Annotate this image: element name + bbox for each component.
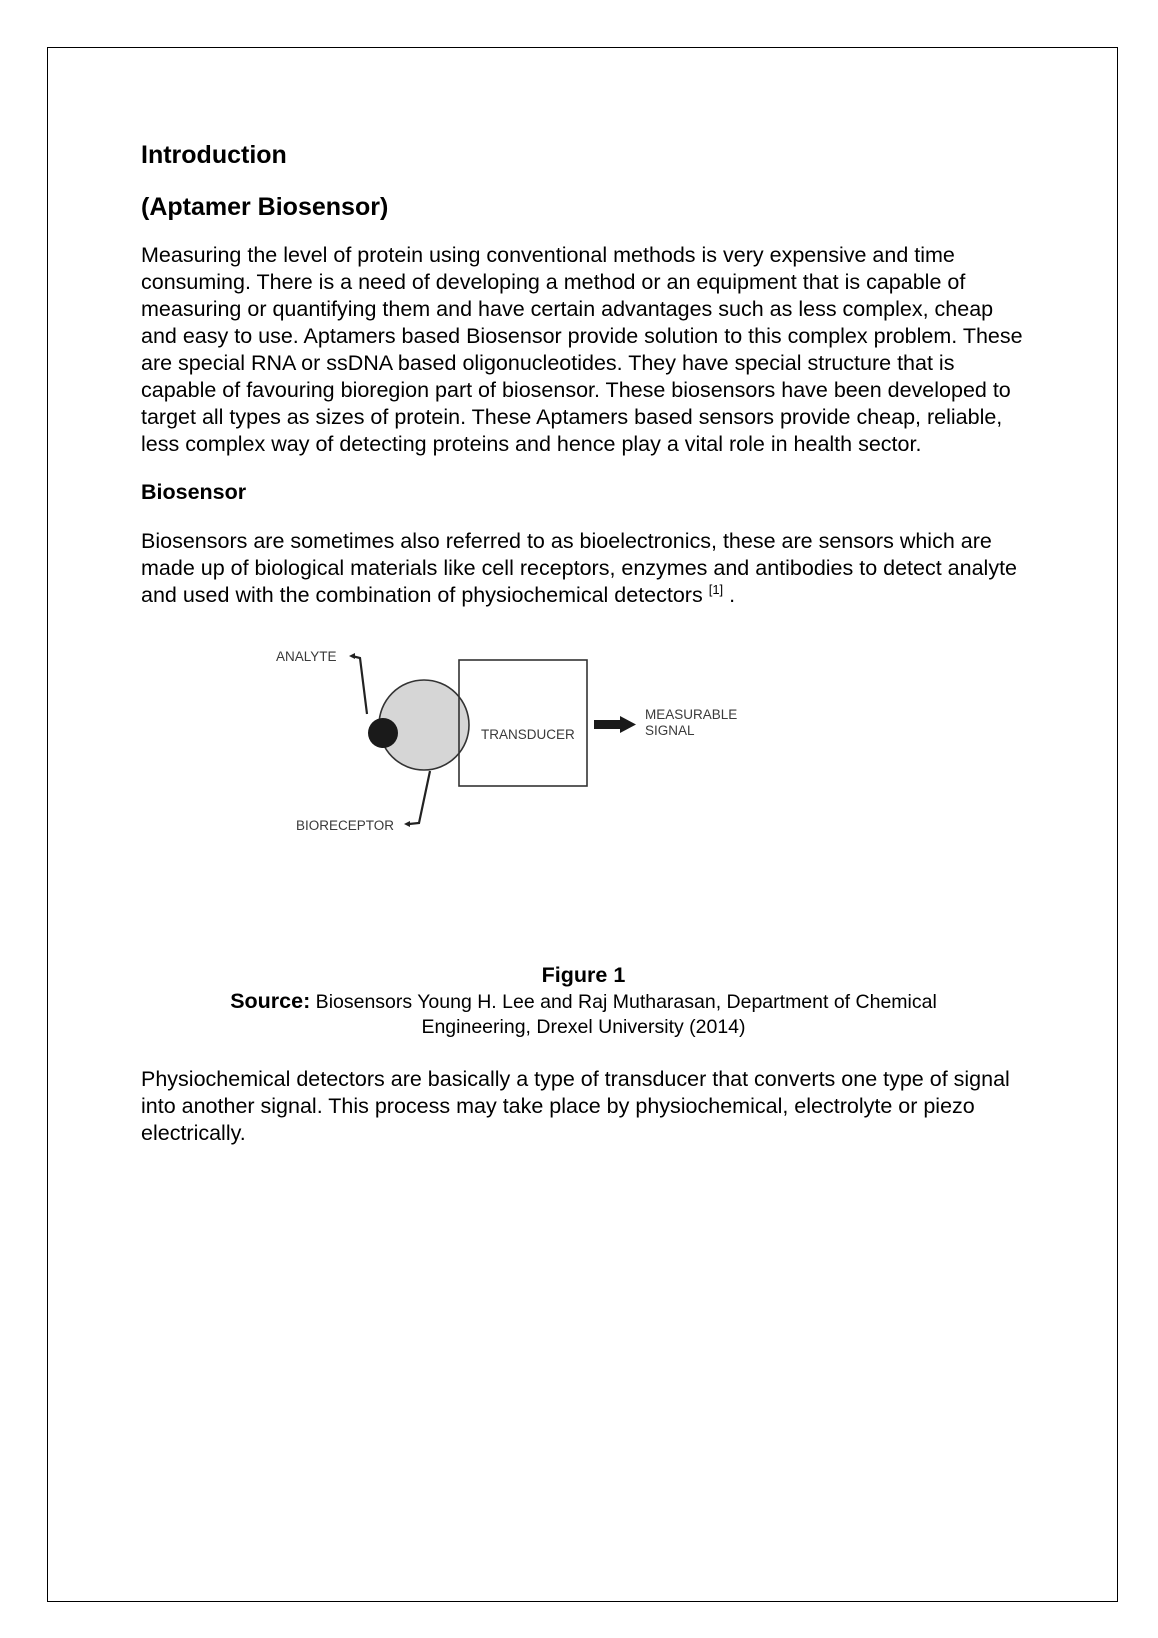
page-subtitle: (Aptamer Biosensor) [141,193,389,221]
detector-paragraph: Physiochemical detectors are basically a type of transducer that converts one type of signal into another signal. This process may take place by physiochemical, electrolyte or piezo electrically. [141,1067,1010,1145]
source-text-line1: Biosensors Young H. Lee and Raj Mutharasan, Department of Chemical [310,991,937,1013]
figure-caption-title: Figure 1 [541,963,626,987]
citation-ref: [1] [708,581,724,597]
analyte-dot [368,718,398,748]
biosensor-paragraph-end: . [723,583,736,607]
signal-arrow-shaft [594,720,622,729]
intro-paragraph: Measuring the level of protein using conventional methods is very expensive and time consuming. There is a need of developing a method or an equipment that is capable of measuring or quantifying them and have certain advantages such as less complex, cheap and easy to use. Aptamers based Biosensor provide solution to this complex problem. These are special RNA or ssDNA based oligonucleotides. They have special structure that is capable of favouring bioregion part of biosensor. These biosensors have been developed to target all types as sizes of protein. These Aptamers based sensors provide cheap, reliable, less complex way of detecting proteins and hence play a vital role in health sector. [141,243,1023,456]
analyte-label: ANALYTE [276,649,337,664]
bioreceptor-pointer [409,771,430,824]
measurable-signal-label-line2: SIGNAL [645,723,695,738]
page-title: Introduction [141,141,287,169]
figure-caption [141,961,1026,1040]
source-label: Source: [230,989,311,1013]
figure-caption-source [141,989,1026,1015]
transducer-label: TRANSDUCER [481,727,575,742]
transducer-box [459,660,587,786]
analyte-pointer [352,656,367,714]
biosensor-paragraph [141,528,1026,609]
bioreceptor-label: BIORECEPTOR [296,818,395,833]
biosensor-diagram [276,621,796,851]
document-body [141,138,1026,1147]
figure-caption-source-line2: Engineering, Drexel University (2014) [421,1016,746,1038]
signal-arrow-head [620,716,636,733]
figure-biosensor-diagram [141,621,1026,961]
section-heading-biosensor: Biosensor [141,480,247,504]
biosensor-paragraph-text: Biosensors are sometimes also referred to as bioelectronics, these are sensors which are made up of biological materials like cell receptors, enzymes and antibodies to detect analyte and used with the combination of physiochemical detectors [141,529,1018,607]
analyte-pointer-tip [349,653,355,659]
measurable-signal-label-line1: MEASURABLE [645,707,738,722]
bioreceptor-pointer-tip [404,821,410,827]
